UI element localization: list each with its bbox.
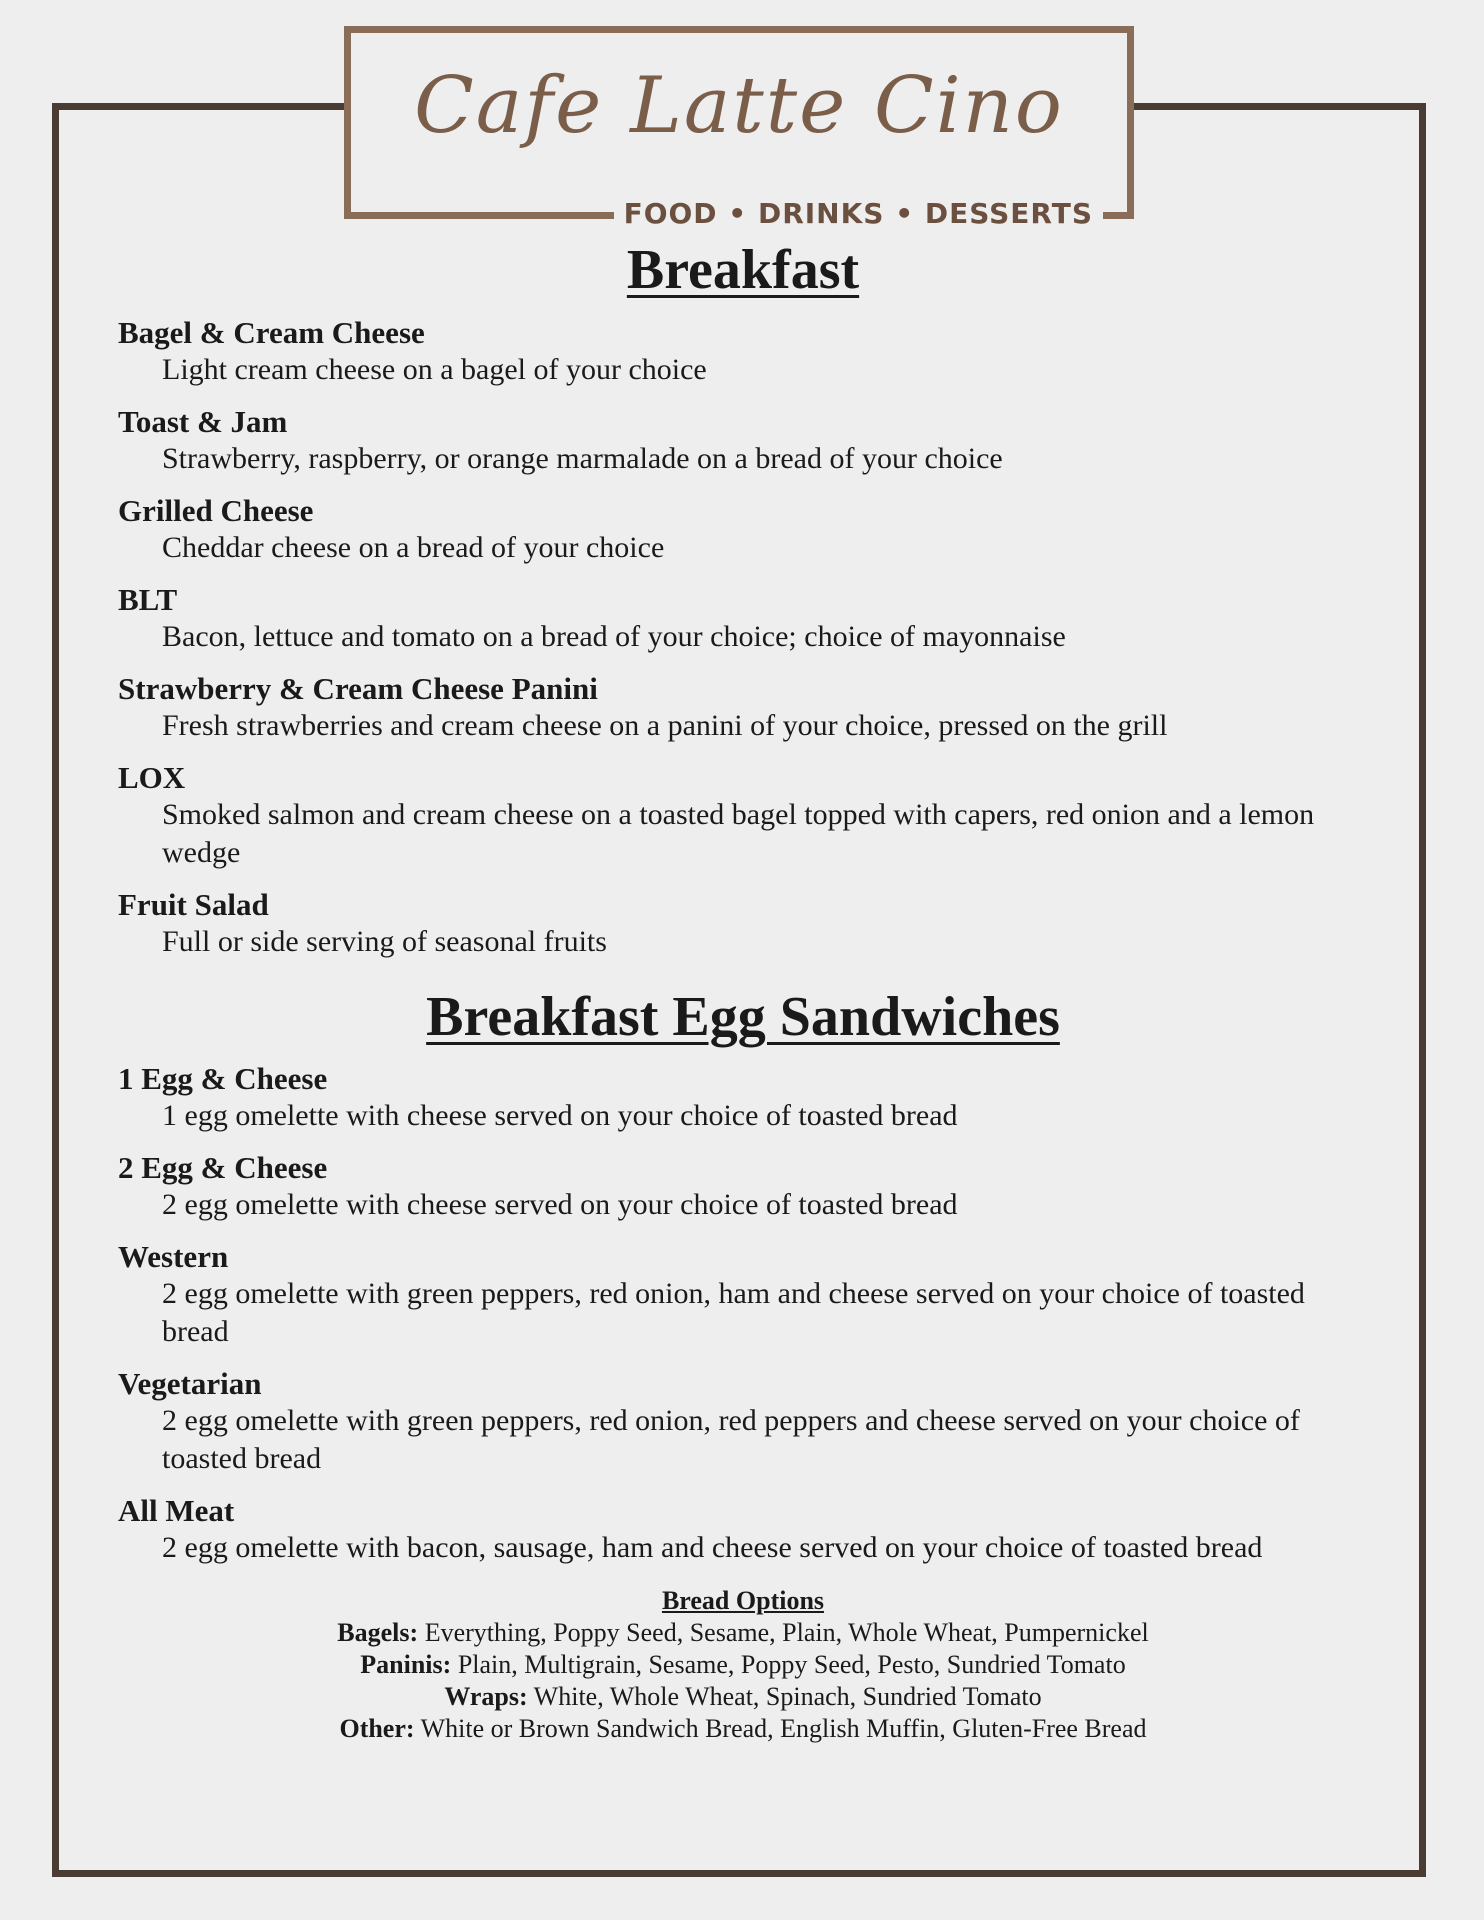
bread-option-line	[118, 1649, 1368, 1681]
menu-item	[118, 314, 1368, 389]
menu-item	[118, 670, 1368, 745]
bread-option-values: White or Brown Sandwich Bread, English Muffin, Gluten-Free Bread	[414, 1714, 1147, 1744]
bread-option-values: White, Whole Wheat, Spinach, Sundried Tomato	[527, 1682, 1042, 1712]
egg-sandwich-list	[118, 1060, 1368, 1567]
egg-sandwiches-heading: Breakfast Egg Sandwiches	[426, 985, 1060, 1048]
bread-option-label: Wraps:	[444, 1682, 528, 1712]
menu-item	[118, 759, 1368, 872]
menu-item	[118, 1238, 1368, 1351]
menu-item	[118, 1492, 1368, 1567]
menu-item-name: BLT	[118, 581, 178, 617]
menu-item-name: Toast & Jam	[118, 403, 288, 439]
menu-item	[118, 1365, 1368, 1478]
menu-item-name: Grilled Cheese	[118, 492, 314, 528]
menu-item-name: Fruit Salad	[118, 886, 269, 922]
menu-item-description: Strawberry, raspberry, or orange marmalade on a bread of your choice	[162, 441, 1003, 475]
menu-item-name: Vegetarian	[118, 1366, 262, 1402]
menu-item-name: 2 Egg & Cheese	[118, 1150, 328, 1186]
bread-option-label: Other:	[339, 1714, 415, 1744]
menu-item-description: Full or side serving of seasonal fruits	[162, 924, 607, 958]
bread-option-line	[118, 1713, 1368, 1745]
bread-option-line	[118, 1617, 1368, 1649]
menu-item-description: Cheddar cheese on a bread of your choice	[162, 530, 665, 564]
bread-options-title: Bread Options	[661, 1586, 825, 1616]
bread-option-label: Paninis:	[360, 1650, 452, 1680]
bread-option-label: Bagels:	[337, 1618, 419, 1648]
menu-item	[118, 1060, 1368, 1135]
menu-item-name: Strawberry & Cream Cheese Panini	[118, 670, 598, 706]
menu-item-description: Fresh strawberries and cream cheese on a panini of your choice, pressed on the grill	[162, 708, 1168, 742]
menu-content	[118, 240, 1368, 1745]
menu-item-name: Bagel & Cream Cheese	[118, 314, 425, 350]
bread-option-values: Everything, Poppy Seed, Sesame, Plain, Whole Wheat, Pumpernickel	[418, 1618, 1149, 1648]
menu-item	[118, 403, 1368, 478]
menu-item	[118, 581, 1368, 656]
menu-item-description: 2 egg omelette with cheese served on your choice of toasted bread	[162, 1188, 958, 1222]
logo-name: Cafe Latte Cino	[414, 61, 1064, 151]
menu-item-description: 1 egg omelette with cheese served on your choice of toasted bread	[162, 1099, 958, 1133]
logo	[344, 26, 1134, 230]
breakfast-heading: Breakfast	[626, 239, 860, 301]
menu-item	[118, 886, 1368, 961]
logo-tagline: FOOD • DRINKS • DESSERTS	[614, 197, 1103, 230]
menu-item-description: Bacon, lettuce and tomato on a bread of your choice; choice of mayonnaise	[162, 619, 1066, 653]
menu-item	[118, 1149, 1368, 1224]
menu-item-description: 2 egg omelette with bacon, sausage, ham and cheese served on your choice of toasted bread	[162, 1531, 1263, 1565]
menu-item-description: Smoked salmon and cream cheese on a toasted bagel topped with capers, red onion and a lemon wedge	[162, 797, 1315, 869]
menu-item	[118, 492, 1368, 567]
menu-item-name: LOX	[118, 759, 186, 795]
breakfast-list	[118, 314, 1368, 961]
menu-item-description: 2 egg omelette with green peppers, red onion, red peppers and cheese served on your choice of toasted bread	[162, 1404, 1300, 1476]
menu-item-name: 1 Egg & Cheese	[118, 1061, 328, 1097]
bread-option-values: Plain, Multigrain, Sesame, Poppy Seed, Pesto, Sundried Tomato	[451, 1650, 1126, 1680]
menu-item-name: All Meat	[118, 1493, 235, 1529]
menu-item-description: 2 egg omelette with green peppers, red onion, ham and cheese served on your choice of toasted bread	[162, 1277, 1305, 1349]
bread-option-line	[118, 1681, 1368, 1713]
menu-item-description: Light cream cheese on a bagel of your choice	[162, 352, 707, 386]
menu-item-name: Western	[118, 1239, 229, 1275]
bread-options	[118, 1585, 1368, 1745]
